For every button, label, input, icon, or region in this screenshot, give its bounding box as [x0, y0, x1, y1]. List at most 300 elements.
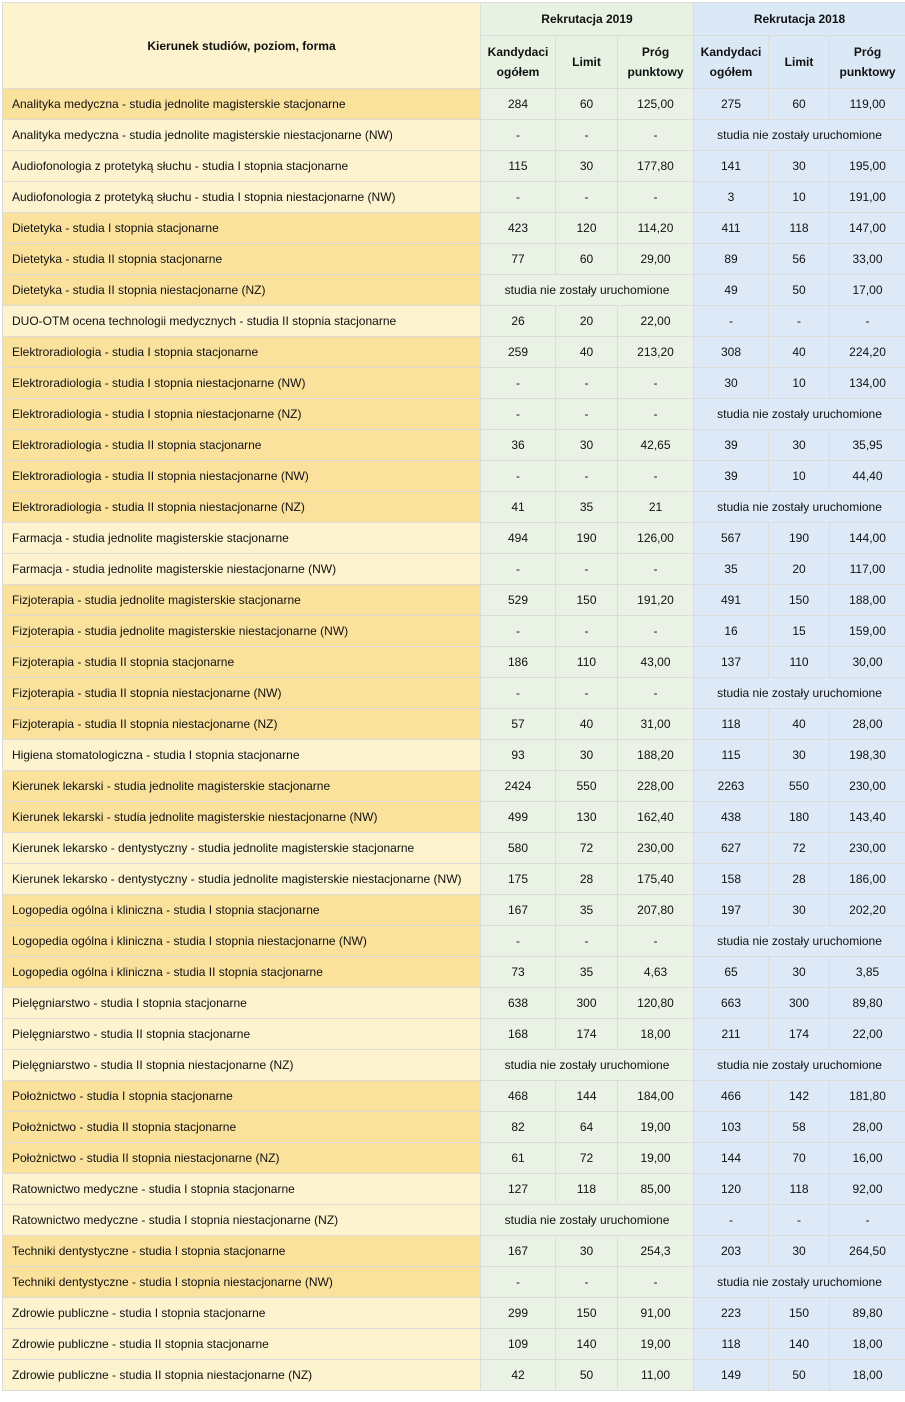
program-name-cell: Techniki dentystyczne - studia I stopnia niestacjonarne (NW): [3, 1267, 481, 1298]
table-row: [3, 833, 905, 864]
not-launched-2018-cell: studia nie zostały uruchomione: [694, 1267, 905, 1298]
limit-2019-cell: 110: [556, 647, 618, 678]
candidates-2018-cell: 627: [694, 833, 769, 864]
table-row: [3, 585, 905, 616]
program-name-cell: Elektroradiologia - studia I stopnia stacjonarne: [3, 337, 481, 368]
limit-2018-cell: 180: [769, 802, 830, 833]
table-row: [3, 771, 905, 802]
limit-2018-cell: 30: [769, 1236, 830, 1267]
threshold-2019-cell: 42,65: [618, 430, 694, 461]
threshold-2018-cell: 147,00: [830, 213, 905, 244]
threshold-2019-cell: -: [618, 399, 694, 430]
candidates-2018-cell: 39: [694, 430, 769, 461]
threshold-2018-cell: 17,00: [830, 275, 905, 306]
limit-2018-cell: 56: [769, 244, 830, 275]
candidates-2018-cell: 567: [694, 523, 769, 554]
program-name-cell: Położnictwo - studia II stopnia stacjonarne: [3, 1112, 481, 1143]
table-row: [3, 802, 905, 833]
candidates-2018-cell: 158: [694, 864, 769, 895]
limit-2019-cell: 144: [556, 1081, 618, 1112]
candidates-2019-cell: 468: [481, 1081, 556, 1112]
table-row: [3, 616, 905, 647]
not-launched-2018-cell: studia nie zostały uruchomione: [694, 492, 905, 523]
table-row: [3, 1081, 905, 1112]
threshold-2018-cell: 18,00: [830, 1360, 905, 1391]
candidates-2019-cell: 61: [481, 1143, 556, 1174]
table-row: [3, 182, 905, 213]
program-name-cell: Audiofonologia z protetyką słuchu - studia I stopnia stacjonarne: [3, 151, 481, 182]
program-name-cell: Fizjoterapia - studia II stopnia niestacjonarne (NZ): [3, 709, 481, 740]
candidates-2019-cell: -: [481, 120, 556, 151]
threshold-2019-cell: -: [618, 1267, 694, 1298]
candidates-2018-cell: 438: [694, 802, 769, 833]
limit-2019-cell: -: [556, 399, 618, 430]
threshold-2018-cell: -: [830, 1205, 905, 1236]
limit-2018-cell: 70: [769, 1143, 830, 1174]
threshold-2018-cell: 134,00: [830, 368, 905, 399]
candidates-2019-cell: 186: [481, 647, 556, 678]
table-row: [3, 895, 905, 926]
program-name-cell: Zdrowie publiczne - studia II stopnia stacjonarne: [3, 1329, 481, 1360]
limit-2019-cell: 150: [556, 1298, 618, 1329]
limit-2018-cell: 20: [769, 554, 830, 585]
threshold-2019-cell: -: [618, 461, 694, 492]
program-name-cell: Elektroradiologia - studia II stopnia stacjonarne: [3, 430, 481, 461]
threshold-2018-cell: 28,00: [830, 1112, 905, 1143]
threshold-2019-cell: -: [618, 926, 694, 957]
program-name-cell: Dietetyka - studia II stopnia niestacjonarne (NZ): [3, 275, 481, 306]
candidates-2018-cell: 35: [694, 554, 769, 585]
candidates-2018-cell: 203: [694, 1236, 769, 1267]
table-row: [3, 1267, 905, 1298]
threshold-2019-cell: 19,00: [618, 1329, 694, 1360]
limit-2019-cell: 30: [556, 1236, 618, 1267]
candidates-2018-cell: 118: [694, 1329, 769, 1360]
limit-2018-cell: 72: [769, 833, 830, 864]
column-header-threshold-2019: Próg punktowy: [618, 36, 694, 89]
threshold-2019-cell: 19,00: [618, 1112, 694, 1143]
threshold-2018-cell: 186,00: [830, 864, 905, 895]
column-header-candidates-2018: Kandydaci ogółem: [694, 36, 769, 89]
threshold-2019-cell: -: [618, 678, 694, 709]
limit-2018-cell: 550: [769, 771, 830, 802]
threshold-2019-cell: -: [618, 616, 694, 647]
threshold-2019-cell: 22,00: [618, 306, 694, 337]
candidates-2018-cell: 2263: [694, 771, 769, 802]
limit-2019-cell: 35: [556, 895, 618, 926]
threshold-2018-cell: 224,20: [830, 337, 905, 368]
threshold-2019-cell: 29,00: [618, 244, 694, 275]
threshold-2019-cell: 11,00: [618, 1360, 694, 1391]
limit-2018-cell: 40: [769, 337, 830, 368]
threshold-2018-cell: 230,00: [830, 771, 905, 802]
table-row: [3, 1174, 905, 1205]
candidates-2018-cell: -: [694, 1205, 769, 1236]
threshold-2019-cell: 184,00: [618, 1081, 694, 1112]
table-header: [3, 3, 905, 89]
table-row: [3, 399, 905, 430]
limit-2019-cell: 50: [556, 1360, 618, 1391]
limit-2019-cell: 35: [556, 492, 618, 523]
threshold-2018-cell: 30,00: [830, 647, 905, 678]
program-name-cell: Kierunek lekarsko - dentystyczny - studia jednolite magisterskie niestacjonarne (NW): [3, 864, 481, 895]
limit-2019-cell: 140: [556, 1329, 618, 1360]
column-header-threshold-2018: Próg punktowy: [830, 36, 905, 89]
not-launched-2019-cell: studia nie zostały uruchomione: [481, 1205, 694, 1236]
candidates-2019-cell: -: [481, 461, 556, 492]
program-name-cell: Elektroradiologia - studia II stopnia niestacjonarne (NW): [3, 461, 481, 492]
candidates-2018-cell: 89: [694, 244, 769, 275]
limit-2018-cell: 150: [769, 585, 830, 616]
limit-2018-cell: 28: [769, 864, 830, 895]
limit-2018-cell: 110: [769, 647, 830, 678]
group-header-2019: Rekrutacja 2019: [481, 3, 694, 36]
threshold-2018-cell: 18,00: [830, 1329, 905, 1360]
threshold-2019-cell: 213,20: [618, 337, 694, 368]
program-name-cell: Fizjoterapia - studia II stopnia niestacjonarne (NW): [3, 678, 481, 709]
limit-2018-cell: -: [769, 306, 830, 337]
program-name-cell: Kierunek lekarski - studia jednolite magisterskie stacjonarne: [3, 771, 481, 802]
table-row: [3, 1050, 905, 1081]
candidates-2019-cell: -: [481, 368, 556, 399]
threshold-2019-cell: -: [618, 368, 694, 399]
not-launched-2018-cell: studia nie zostały uruchomione: [694, 678, 905, 709]
threshold-2018-cell: 181,80: [830, 1081, 905, 1112]
candidates-2019-cell: 499: [481, 802, 556, 833]
program-name-cell: Pielęgniarstwo - studia II stopnia stacjonarne: [3, 1019, 481, 1050]
threshold-2019-cell: 19,00: [618, 1143, 694, 1174]
table-row: [3, 151, 905, 182]
candidates-2018-cell: 30: [694, 368, 769, 399]
candidates-2019-cell: 168: [481, 1019, 556, 1050]
program-name-cell: Pielęgniarstwo - studia I stopnia stacjonarne: [3, 988, 481, 1019]
table-row: [3, 1329, 905, 1360]
threshold-2019-cell: 21: [618, 492, 694, 523]
threshold-2019-cell: 91,00: [618, 1298, 694, 1329]
table-row: [3, 461, 905, 492]
program-name-cell: Techniki dentystyczne - studia I stopnia stacjonarne: [3, 1236, 481, 1267]
table-row: [3, 988, 905, 1019]
candidates-2018-cell: 197: [694, 895, 769, 926]
threshold-2019-cell: 162,40: [618, 802, 694, 833]
candidates-2019-cell: 26: [481, 306, 556, 337]
table-row: [3, 1236, 905, 1267]
limit-2018-cell: 150: [769, 1298, 830, 1329]
candidates-2018-cell: 144: [694, 1143, 769, 1174]
threshold-2018-cell: 202,20: [830, 895, 905, 926]
program-name-cell: Logopedia ogólna i kliniczna - studia I stopnia niestacjonarne (NW): [3, 926, 481, 957]
threshold-2019-cell: 188,20: [618, 740, 694, 771]
not-launched-2018-cell: studia nie zostały uruchomione: [694, 399, 905, 430]
column-header-limit-2018: Limit: [769, 36, 830, 89]
threshold-2018-cell: 230,00: [830, 833, 905, 864]
candidates-2018-cell: 115: [694, 740, 769, 771]
table-row: [3, 740, 905, 771]
threshold-2019-cell: 175,40: [618, 864, 694, 895]
candidates-2018-cell: 103: [694, 1112, 769, 1143]
limit-2019-cell: 40: [556, 709, 618, 740]
threshold-2019-cell: 4,63: [618, 957, 694, 988]
candidates-2018-cell: -: [694, 306, 769, 337]
limit-2019-cell: -: [556, 926, 618, 957]
not-launched-2018-cell: studia nie zostały uruchomione: [694, 926, 905, 957]
table-row: [3, 306, 905, 337]
table-row: [3, 554, 905, 585]
candidates-2019-cell: 167: [481, 1236, 556, 1267]
candidates-2019-cell: -: [481, 1267, 556, 1298]
limit-2019-cell: 190: [556, 523, 618, 554]
recruitment-table: [2, 2, 905, 1391]
limit-2019-cell: -: [556, 461, 618, 492]
limit-2018-cell: 10: [769, 368, 830, 399]
limit-2018-cell: 174: [769, 1019, 830, 1050]
limit-2018-cell: 30: [769, 740, 830, 771]
candidates-2018-cell: 137: [694, 647, 769, 678]
program-name-cell: Analityka medyczna - studia jednolite magisterskie stacjonarne: [3, 89, 481, 120]
program-name-cell: Pielęgniarstwo - studia II stopnia niestacjonarne (NZ): [3, 1050, 481, 1081]
candidates-2018-cell: 141: [694, 151, 769, 182]
candidates-2019-cell: 109: [481, 1329, 556, 1360]
candidates-2018-cell: 16: [694, 616, 769, 647]
threshold-2018-cell: 89,80: [830, 1298, 905, 1329]
limit-2018-cell: 40: [769, 709, 830, 740]
not-launched-2018-cell: studia nie zostały uruchomione: [694, 120, 905, 151]
candidates-2018-cell: 149: [694, 1360, 769, 1391]
candidates-2019-cell: 494: [481, 523, 556, 554]
threshold-2019-cell: -: [618, 554, 694, 585]
candidates-2019-cell: 259: [481, 337, 556, 368]
limit-2018-cell: 50: [769, 275, 830, 306]
limit-2018-cell: -: [769, 1205, 830, 1236]
threshold-2018-cell: 143,40: [830, 802, 905, 833]
candidates-2019-cell: 115: [481, 151, 556, 182]
program-name-cell: Położnictwo - studia I stopnia stacjonarne: [3, 1081, 481, 1112]
candidates-2019-cell: 175: [481, 864, 556, 895]
table-row: [3, 709, 905, 740]
candidates-2018-cell: 663: [694, 988, 769, 1019]
program-name-cell: Elektroradiologia - studia I stopnia niestacjonarne (NW): [3, 368, 481, 399]
limit-2018-cell: 50: [769, 1360, 830, 1391]
program-name-cell: Logopedia ogólna i kliniczna - studia II stopnia stacjonarne: [3, 957, 481, 988]
threshold-2018-cell: 264,50: [830, 1236, 905, 1267]
candidates-2018-cell: 411: [694, 213, 769, 244]
table-row: [3, 492, 905, 523]
program-name-cell: DUO-OTM ocena technologii medycznych - studia II stopnia stacjonarne: [3, 306, 481, 337]
table-row: [3, 337, 905, 368]
table-body: [3, 89, 905, 1391]
limit-2019-cell: 64: [556, 1112, 618, 1143]
candidates-2019-cell: 580: [481, 833, 556, 864]
limit-2018-cell: 30: [769, 895, 830, 926]
threshold-2018-cell: 33,00: [830, 244, 905, 275]
threshold-2018-cell: 117,00: [830, 554, 905, 585]
limit-2019-cell: 30: [556, 430, 618, 461]
program-name-cell: Zdrowie publiczne - studia I stopnia stacjonarne: [3, 1298, 481, 1329]
not-launched-2019-cell: studia nie zostały uruchomione: [481, 1050, 694, 1081]
program-name-cell: Fizjoterapia - studia jednolite magisterskie stacjonarne: [3, 585, 481, 616]
candidates-2019-cell: 36: [481, 430, 556, 461]
threshold-2018-cell: 16,00: [830, 1143, 905, 1174]
program-name-cell: Dietetyka - studia II stopnia stacjonarne: [3, 244, 481, 275]
candidates-2019-cell: 42: [481, 1360, 556, 1391]
threshold-2018-cell: 119,00: [830, 89, 905, 120]
limit-2018-cell: 15: [769, 616, 830, 647]
limit-2018-cell: 140: [769, 1329, 830, 1360]
threshold-2018-cell: 22,00: [830, 1019, 905, 1050]
threshold-2019-cell: 254,3: [618, 1236, 694, 1267]
limit-2019-cell: 20: [556, 306, 618, 337]
limit-2019-cell: 40: [556, 337, 618, 368]
table-row: [3, 89, 905, 120]
table-row: [3, 244, 905, 275]
candidates-2019-cell: -: [481, 554, 556, 585]
limit-2018-cell: 10: [769, 182, 830, 213]
limit-2018-cell: 30: [769, 957, 830, 988]
limit-2018-cell: 118: [769, 1174, 830, 1205]
threshold-2019-cell: 177,80: [618, 151, 694, 182]
limit-2019-cell: 60: [556, 89, 618, 120]
program-name-cell: Farmacja - studia jednolite magisterskie niestacjonarne (NW): [3, 554, 481, 585]
candidates-2019-cell: 127: [481, 1174, 556, 1205]
table-row: [3, 1360, 905, 1391]
table-row: [3, 1143, 905, 1174]
candidates-2019-cell: 2424: [481, 771, 556, 802]
threshold-2018-cell: 89,80: [830, 988, 905, 1019]
program-name-cell: Zdrowie publiczne - studia II stopnia niestacjonarne (NZ): [3, 1360, 481, 1391]
threshold-2018-cell: 188,00: [830, 585, 905, 616]
column-header-program: Kierunek studiów, poziom, forma: [3, 3, 481, 89]
table-row: [3, 957, 905, 988]
threshold-2019-cell: -: [618, 182, 694, 213]
threshold-2018-cell: 3,85: [830, 957, 905, 988]
limit-2018-cell: 118: [769, 213, 830, 244]
threshold-2018-cell: 144,00: [830, 523, 905, 554]
candidates-2018-cell: 3: [694, 182, 769, 213]
table-row: [3, 926, 905, 957]
table-row: [3, 678, 905, 709]
column-header-limit-2019: Limit: [556, 36, 618, 89]
limit-2019-cell: 60: [556, 244, 618, 275]
table-row: [3, 368, 905, 399]
limit-2019-cell: 30: [556, 740, 618, 771]
threshold-2018-cell: 35,95: [830, 430, 905, 461]
limit-2019-cell: 120: [556, 213, 618, 244]
limit-2019-cell: -: [556, 182, 618, 213]
table-row: [3, 430, 905, 461]
limit-2019-cell: 30: [556, 151, 618, 182]
candidates-2019-cell: 77: [481, 244, 556, 275]
candidates-2018-cell: 211: [694, 1019, 769, 1050]
threshold-2018-cell: 198,30: [830, 740, 905, 771]
table-row: [3, 120, 905, 151]
candidates-2019-cell: -: [481, 182, 556, 213]
threshold-2018-cell: 28,00: [830, 709, 905, 740]
candidates-2018-cell: 39: [694, 461, 769, 492]
limit-2018-cell: 190: [769, 523, 830, 554]
threshold-2019-cell: 125,00: [618, 89, 694, 120]
candidates-2018-cell: 466: [694, 1081, 769, 1112]
threshold-2019-cell: 230,00: [618, 833, 694, 864]
threshold-2018-cell: -: [830, 306, 905, 337]
limit-2019-cell: -: [556, 554, 618, 585]
limit-2019-cell: 72: [556, 833, 618, 864]
threshold-2018-cell: 191,00: [830, 182, 905, 213]
table-row: [3, 1205, 905, 1236]
threshold-2018-cell: 195,00: [830, 151, 905, 182]
program-name-cell: Elektroradiologia - studia I stopnia niestacjonarne (NZ): [3, 399, 481, 430]
threshold-2019-cell: -: [618, 120, 694, 151]
candidates-2018-cell: 308: [694, 337, 769, 368]
program-name-cell: Elektroradiologia - studia II stopnia niestacjonarne (NZ): [3, 492, 481, 523]
program-name-cell: Ratownictwo medyczne - studia I stopnia stacjonarne: [3, 1174, 481, 1205]
limit-2019-cell: 72: [556, 1143, 618, 1174]
threshold-2019-cell: 85,00: [618, 1174, 694, 1205]
limit-2019-cell: 28: [556, 864, 618, 895]
program-name-cell: Analityka medyczna - studia jednolite magisterskie niestacjonarne (NW): [3, 120, 481, 151]
limit-2019-cell: -: [556, 616, 618, 647]
program-name-cell: Dietetyka - studia I stopnia stacjonarne: [3, 213, 481, 244]
threshold-2018-cell: 159,00: [830, 616, 905, 647]
candidates-2019-cell: 284: [481, 89, 556, 120]
candidates-2018-cell: 49: [694, 275, 769, 306]
limit-2019-cell: -: [556, 368, 618, 399]
candidates-2018-cell: 275: [694, 89, 769, 120]
limit-2018-cell: 10: [769, 461, 830, 492]
threshold-2019-cell: 114,20: [618, 213, 694, 244]
candidates-2018-cell: 118: [694, 709, 769, 740]
program-name-cell: Kierunek lekarski - studia jednolite magisterskie niestacjonarne (NW): [3, 802, 481, 833]
candidates-2019-cell: 93: [481, 740, 556, 771]
threshold-2018-cell: 44,40: [830, 461, 905, 492]
table-row: [3, 647, 905, 678]
table-row: [3, 1112, 905, 1143]
candidates-2018-cell: 65: [694, 957, 769, 988]
limit-2018-cell: 60: [769, 89, 830, 120]
program-name-cell: Fizjoterapia - studia jednolite magisterskie niestacjonarne (NW): [3, 616, 481, 647]
threshold-2019-cell: 207,80: [618, 895, 694, 926]
candidates-2019-cell: 423: [481, 213, 556, 244]
candidates-2019-cell: -: [481, 616, 556, 647]
threshold-2019-cell: 126,00: [618, 523, 694, 554]
threshold-2019-cell: 228,00: [618, 771, 694, 802]
column-header-candidates-2019: Kandydaci ogółem: [481, 36, 556, 89]
limit-2019-cell: -: [556, 1267, 618, 1298]
table-row: [3, 864, 905, 895]
threshold-2019-cell: 43,00: [618, 647, 694, 678]
limit-2018-cell: 30: [769, 430, 830, 461]
threshold-2019-cell: 18,00: [618, 1019, 694, 1050]
threshold-2019-cell: 191,20: [618, 585, 694, 616]
threshold-2019-cell: 120,80: [618, 988, 694, 1019]
program-name-cell: Higiena stomatologiczna - studia I stopnia stacjonarne: [3, 740, 481, 771]
limit-2019-cell: -: [556, 120, 618, 151]
candidates-2019-cell: -: [481, 399, 556, 430]
table-row: [3, 1019, 905, 1050]
candidates-2019-cell: 299: [481, 1298, 556, 1329]
table-row: [3, 275, 905, 306]
limit-2018-cell: 58: [769, 1112, 830, 1143]
threshold-2018-cell: 92,00: [830, 1174, 905, 1205]
candidates-2019-cell: 82: [481, 1112, 556, 1143]
limit-2019-cell: -: [556, 678, 618, 709]
limit-2018-cell: 142: [769, 1081, 830, 1112]
limit-2018-cell: 30: [769, 151, 830, 182]
limit-2018-cell: 300: [769, 988, 830, 1019]
candidates-2019-cell: -: [481, 678, 556, 709]
candidates-2019-cell: 167: [481, 895, 556, 926]
not-launched-2018-cell: studia nie zostały uruchomione: [694, 1050, 905, 1081]
program-name-cell: Kierunek lekarsko - dentystyczny - studia jednolite magisterskie stacjonarne: [3, 833, 481, 864]
